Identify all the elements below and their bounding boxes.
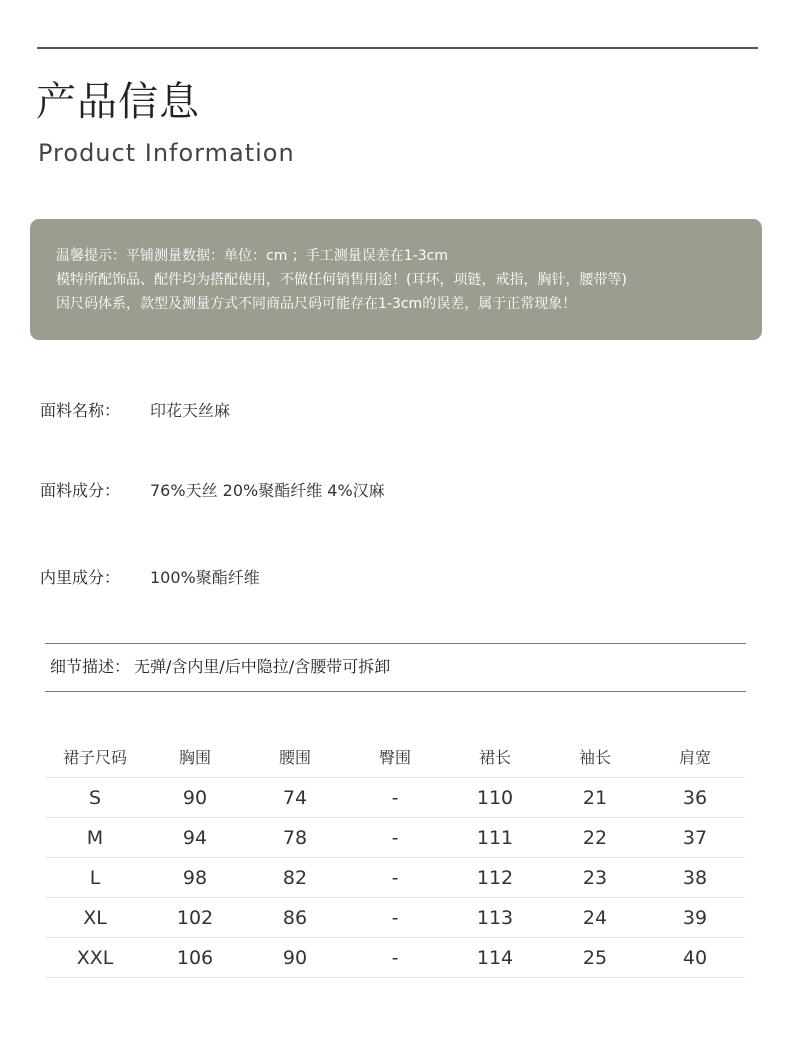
header-waist: 腰围 [278, 748, 311, 767]
cell-dress-length: 114 [476, 947, 514, 969]
cell-bust: 90 [182, 787, 208, 809]
cell-size: S [88, 787, 102, 809]
cell-hip: - [391, 947, 399, 969]
table-row [45, 818, 745, 858]
cell-hip: - [391, 787, 399, 809]
details-label: 细节描述： [50, 657, 131, 676]
cell-hip: - [391, 867, 399, 889]
cell-bust: 98 [182, 867, 208, 889]
cell-hip: - [391, 827, 399, 849]
header-bust: 胸围 [178, 748, 211, 767]
fabric-composition-label: 面料成分： [40, 481, 121, 500]
cell-bust: 102 [176, 907, 214, 929]
fabric-composition-value: 76%天丝 20%聚酯纤维 4%汉麻 [150, 481, 385, 500]
fabric-name-row [40, 399, 230, 423]
cell-shoulder-width: 36 [682, 787, 708, 809]
cell-sleeve-length: 24 [582, 907, 608, 929]
top-divider [37, 47, 758, 49]
size-table-header [45, 738, 745, 778]
notice-line-accessories: 模特所配饰品、配件均为搭配使用，不做任何销售用途！(耳环，项链，戒指，胸针，腰带等) [56, 272, 627, 288]
fabric-composition-row [40, 479, 385, 503]
header-size: 裙子尺码 [62, 748, 127, 767]
lining-composition-label: 内里成分： [40, 568, 121, 587]
cell-waist: 78 [282, 827, 308, 849]
table-row [45, 898, 745, 938]
cell-size: M [86, 827, 104, 849]
cell-dress-length: 113 [476, 907, 514, 929]
table-row [45, 778, 745, 818]
cell-shoulder-width: 37 [682, 827, 708, 849]
notice-box [30, 219, 762, 340]
cell-sleeve-length: 23 [582, 867, 608, 889]
cell-bust: 94 [182, 827, 208, 849]
table-row [45, 938, 745, 978]
cell-shoulder-width: 38 [682, 867, 708, 889]
cell-size: L [89, 867, 101, 889]
page-subtitle: Product Information [38, 139, 295, 167]
cell-dress-length: 112 [476, 867, 514, 889]
details-value: 无弹/含内里/后中隐拉/含腰带可拆卸 [134, 657, 391, 676]
header-shoulder-width: 肩宽 [678, 748, 711, 767]
cell-bust: 106 [176, 947, 214, 969]
cell-shoulder-width: 40 [682, 947, 708, 969]
page-title: 产品信息 [36, 79, 200, 125]
size-table [45, 738, 745, 978]
details-top-divider [45, 643, 746, 644]
cell-waist: 86 [282, 907, 308, 929]
cell-sleeve-length: 22 [582, 827, 608, 849]
cell-dress-length: 110 [476, 787, 514, 809]
cell-sleeve-length: 21 [582, 787, 608, 809]
header-hip: 臀围 [378, 748, 411, 767]
fabric-name-value: 印花天丝麻 [150, 401, 231, 420]
cell-waist: 90 [282, 947, 308, 969]
cell-waist: 82 [282, 867, 308, 889]
table-row [45, 858, 745, 898]
cell-hip: - [391, 907, 399, 929]
header-dress-length: 裙长 [478, 748, 511, 767]
lining-composition-row [40, 566, 260, 590]
fabric-name-label: 面料名称： [40, 401, 121, 420]
cell-dress-length: 111 [476, 827, 514, 849]
details-row [50, 655, 390, 679]
notice-line-measurement: 温馨提示：平铺测量数据：单位：cm ；手工测量误差在1-3cm [56, 248, 448, 264]
cell-shoulder-width: 39 [682, 907, 708, 929]
details-bottom-divider [45, 691, 746, 692]
cell-size: XL [83, 907, 107, 929]
cell-waist: 74 [282, 787, 308, 809]
cell-size: XXL [76, 947, 114, 969]
lining-composition-value: 100%聚酯纤维 [150, 568, 260, 587]
notice-line-size-variance: 因尺码体系，款型及测量方式不同商品尺码可能存在1-3cm的误差，属于正常现象！ [56, 296, 577, 312]
header-sleeve-length: 袖长 [578, 748, 611, 767]
cell-sleeve-length: 25 [582, 947, 608, 969]
